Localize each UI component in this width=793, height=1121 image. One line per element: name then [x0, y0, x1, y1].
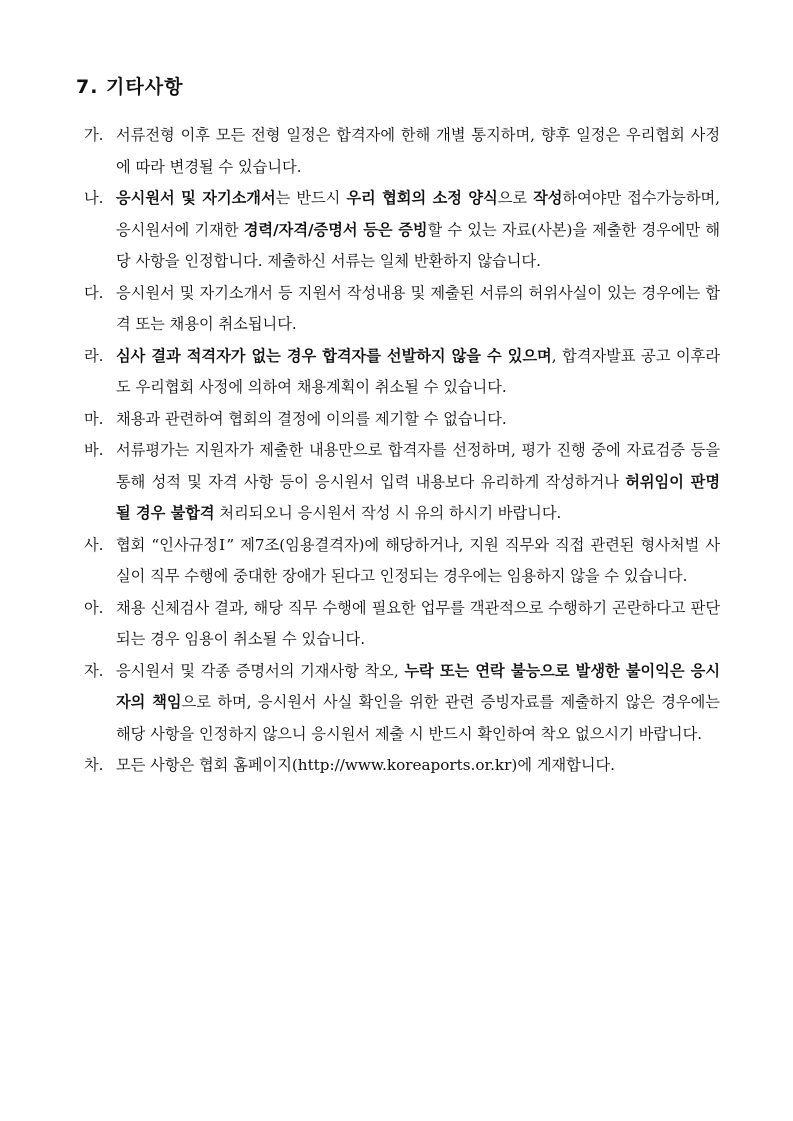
- item-text-segment: 서류평가는 지원자가 제출한 내용만으로 합격자를 선정하며, 평가 진행 중에 자료검증 등을 통해 성적 및 자격 사항 등이 응시원서 입력 내용보다 유리하게 작성하거나: [116, 441, 720, 491]
- item-text-segment: 할 수 있는 자료(사본)을 제출한 경우에만 해당 사항을 인정합니다. 제출하신 서류는 일체 반환하지 않습니다.: [116, 220, 720, 270]
- item-marker: 가.: [84, 126, 104, 144]
- notice-item: [84, 750, 720, 782]
- item-text-segment: 협회 “인사규정Ⅰ” 제7조(임용결격자)에 해당하거나, 지원 직무와 직접 관련된 형사처벌 사실이 직무 수행에 중대한 장애가 된다고 인정되는 경우에는 임용하지 않을 수 있습니다.: [116, 535, 720, 585]
- item-text-segment: 모든 사항은 협회 홈페이지(http://www.koreaports.or.kr)에 게재합니다.: [116, 756, 616, 774]
- item-marker: 마.: [84, 409, 104, 428]
- item-text: [84, 435, 720, 530]
- emphasized-text: 작성: [533, 189, 563, 207]
- item-text-segment: , 합격자발표 공고 이후라도 우리협회 사정에 의하여 채용계획이 취소될 수 있습니다.: [116, 346, 720, 396]
- item-text-segment: 채용 신체검사 결과, 해당 직무 수행에 필요한 업무를 객관적으로 수행하기 곤란하다고 판단되는 경우 임용이 취소될 수 있습니다.: [116, 598, 720, 648]
- item-marker: 자.: [84, 661, 104, 680]
- item-marker: 사.: [84, 535, 104, 554]
- notice-list: [84, 120, 720, 782]
- item-marker: 다.: [84, 283, 104, 302]
- section-heading: 7. 기타사항: [76, 76, 184, 98]
- notice-item: [84, 278, 720, 341]
- notice-item: [84, 656, 720, 751]
- item-text-segment: 하여야만 접수가능하며, 응시원서에 기재한: [116, 189, 720, 239]
- emphasized-text: 응시원서 및 자기소개서: [116, 189, 276, 207]
- item-marker: 차.: [84, 756, 104, 774]
- item-text-segment: 으로 하며, 응시원서 사실 확인을 위한 관련 증빙자료를 제출하지 않은 경우에는 해당 사항을 인정하지 않으니 응시원서 제출 시 반드시 확인하여 착오 없으시기 바랍니다.: [116, 693, 720, 743]
- item-text-segment: 응시원서 및 각종 증명서의 기재사항 착오,: [116, 661, 405, 680]
- item-text: [84, 183, 720, 278]
- emphasized-text: 우리 협회의 소정 양식: [346, 189, 498, 207]
- item-marker: 라.: [84, 346, 104, 365]
- item-text: [84, 530, 720, 593]
- item-text-segment: 서류전형 이후 모든 전형 일정은 합격자에 한해 개별 통지하며, 향후 일정은 우리협회 사정에 따라 변경될 수 있습니다.: [116, 126, 720, 176]
- notice-item: [84, 183, 720, 278]
- notice-item: [84, 120, 720, 183]
- item-text-segment: 는 반드시: [275, 189, 347, 207]
- item-text: [84, 278, 720, 341]
- item-text: [84, 120, 720, 183]
- item-text-segment: 으로: [497, 189, 534, 207]
- item-text-segment: 응시원서 및 자기소개서 등 지원서 작성내용 및 제출된 서류의 허위사실이 있는 경우에는 합격 또는 채용이 취소됩니다.: [116, 283, 720, 333]
- item-marker: 바.: [84, 441, 104, 459]
- notice-item: [84, 404, 720, 436]
- notice-item: [84, 341, 720, 404]
- emphasized-text: 누락 또는 연락 불능으로 발생한 불이익은 응시자의 책임: [116, 661, 720, 711]
- item-text: [84, 341, 720, 404]
- item-text: [84, 750, 720, 782]
- item-text: [84, 404, 720, 436]
- item-marker: 나.: [84, 189, 104, 207]
- notice-item: [84, 435, 720, 530]
- emphasized-text: 경력/자격/증명서 등은 증빙: [243, 220, 428, 239]
- emphasized-text: 허위임이 판명 될 경우 불합격: [116, 472, 720, 522]
- item-marker: 아.: [84, 598, 104, 617]
- item-text-segment: 채용과 관련하여 협회의 결정에 이의를 제기할 수 없습니다.: [116, 409, 507, 428]
- item-text: [84, 593, 720, 656]
- notice-item: [84, 530, 720, 593]
- item-text-segment: 처리되오니 응시원서 작성 시 유의 하시기 바랍니다.: [214, 504, 562, 522]
- notice-item: [84, 593, 720, 656]
- emphasized-text: 심사 결과 적격자가 없는 경우 합격자를 선발하지 않을 수 있으며: [116, 346, 552, 365]
- item-text: [84, 656, 720, 751]
